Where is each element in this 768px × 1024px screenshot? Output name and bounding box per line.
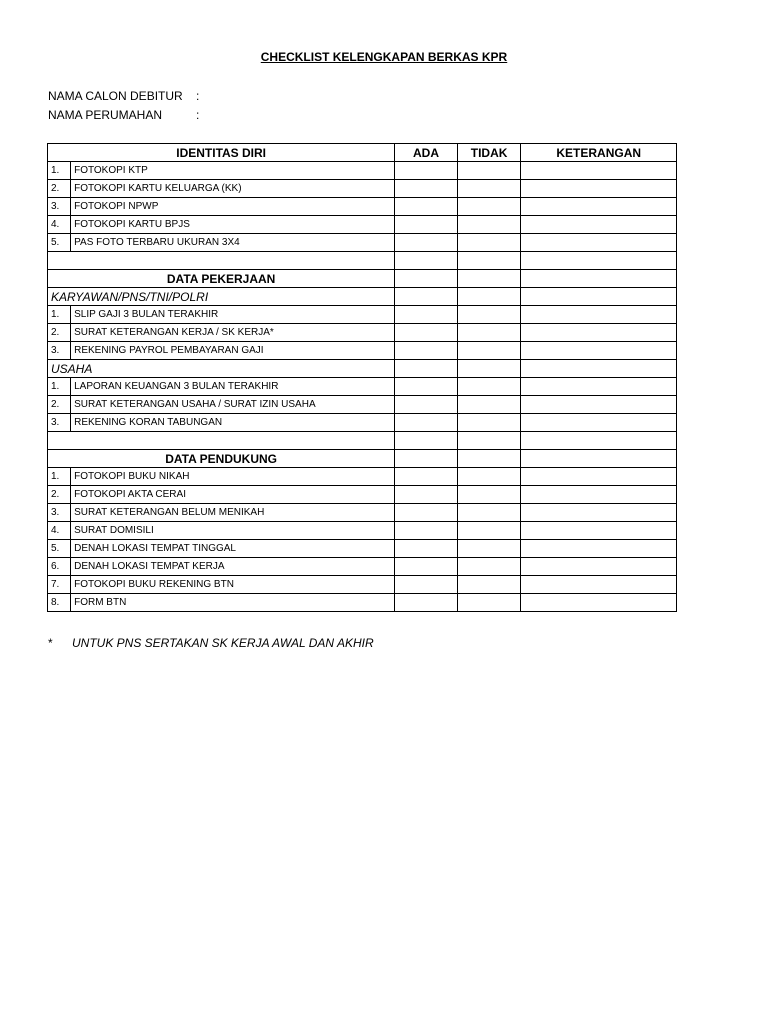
item-number: 3. xyxy=(48,414,71,432)
section-data-pekerjaan-row xyxy=(48,270,677,288)
table-row xyxy=(48,180,677,198)
tidak-cell[interactable] xyxy=(457,576,521,594)
item-label: SURAT KETERANGAN USAHA / SURAT IZIN USAHA xyxy=(71,396,395,414)
subsection-usaha-row xyxy=(48,360,677,378)
tidak-cell[interactable] xyxy=(457,522,521,540)
tidak-cell[interactable] xyxy=(457,486,521,504)
item-label: DENAH LOKASI TEMPAT KERJA xyxy=(71,558,395,576)
item-number: 5. xyxy=(48,234,71,252)
ada-cell[interactable] xyxy=(395,198,458,216)
ada-cell[interactable] xyxy=(395,504,458,522)
item-number: 1. xyxy=(48,378,71,396)
subsection-karyawan-row xyxy=(48,288,677,306)
ada-cell[interactable] xyxy=(395,288,458,306)
ada-cell[interactable] xyxy=(395,522,458,540)
item-number: 2. xyxy=(48,486,71,504)
subsection-usaha: USAHA xyxy=(48,360,395,378)
item-number: 1. xyxy=(48,468,71,486)
tidak-cell[interactable] xyxy=(457,234,521,252)
table-row xyxy=(48,504,677,522)
keterangan-cell[interactable] xyxy=(521,576,677,594)
ada-cell[interactable] xyxy=(395,594,458,612)
keterangan-cell[interactable] xyxy=(521,342,677,360)
keterangan-cell[interactable] xyxy=(521,396,677,414)
tidak-cell[interactable] xyxy=(457,396,521,414)
tidak-cell[interactable] xyxy=(457,198,521,216)
table-row xyxy=(48,468,677,486)
keterangan-cell[interactable] xyxy=(521,414,677,432)
keterangan-cell[interactable] xyxy=(521,288,677,306)
keterangan-cell[interactable] xyxy=(521,198,677,216)
table-row xyxy=(48,216,677,234)
tidak-cell[interactable] xyxy=(457,162,521,180)
blank-row xyxy=(48,252,677,270)
table-row xyxy=(48,594,677,612)
keterangan-cell[interactable] xyxy=(521,558,677,576)
ada-cell[interactable] xyxy=(395,270,458,288)
keterangan-cell[interactable] xyxy=(521,450,677,468)
item-label: REKENING KORAN TABUNGAN xyxy=(71,414,395,432)
ada-cell[interactable] xyxy=(395,252,458,270)
tidak-cell[interactable] xyxy=(457,594,521,612)
ada-cell[interactable] xyxy=(395,468,458,486)
ada-cell[interactable] xyxy=(395,234,458,252)
item-number: 2. xyxy=(48,324,71,342)
table-row xyxy=(48,540,677,558)
header-ada: ADA xyxy=(395,144,458,162)
section-data-pendukung: DATA PENDUKUNG xyxy=(48,450,395,468)
table-row xyxy=(48,522,677,540)
table-row xyxy=(48,162,677,180)
tidak-cell[interactable] xyxy=(457,450,521,468)
tidak-cell[interactable] xyxy=(457,360,521,378)
ada-cell[interactable] xyxy=(395,162,458,180)
keterangan-cell[interactable] xyxy=(521,594,677,612)
item-label: LAPORAN KEUANGAN 3 BULAN TERAKHIR xyxy=(71,378,395,396)
tidak-cell[interactable] xyxy=(457,324,521,342)
field-colon: : xyxy=(196,89,200,103)
tidak-cell[interactable] xyxy=(457,468,521,486)
keterangan-cell[interactable] xyxy=(521,540,677,558)
blank-cell xyxy=(48,252,395,270)
table-row xyxy=(48,306,677,324)
keterangan-cell[interactable] xyxy=(521,252,677,270)
keterangan-cell[interactable] xyxy=(521,234,677,252)
item-label: FOTOKOPI KARTU BPJS xyxy=(71,216,395,234)
item-label: FOTOKOPI BUKU REKENING BTN xyxy=(71,576,395,594)
item-label: DENAH LOKASI TEMPAT TINGGAL xyxy=(71,540,395,558)
item-number: 4. xyxy=(48,216,71,234)
item-number: 4. xyxy=(48,522,71,540)
field-label: NAMA PERUMAHAN xyxy=(48,108,163,122)
table-row xyxy=(48,414,677,432)
keterangan-cell[interactable] xyxy=(521,432,677,450)
subsection-karyawan: KARYAWAN/PNS/TNI/POLRI xyxy=(48,288,395,306)
ada-cell[interactable] xyxy=(395,486,458,504)
ada-cell[interactable] xyxy=(395,396,458,414)
tidak-cell[interactable] xyxy=(457,558,521,576)
field-label: NAMA CALON DEBITUR xyxy=(48,89,183,103)
footnote-text: UNTUK PNS SERTAKAN SK KERJA AWAL DAN AKHIR xyxy=(72,636,374,650)
item-label: FOTOKOPI BUKU NIKAH xyxy=(71,468,395,486)
tidak-cell[interactable] xyxy=(457,270,521,288)
tidak-cell[interactable] xyxy=(457,432,521,450)
field-nama-calon-debitur xyxy=(48,89,199,103)
ada-cell[interactable] xyxy=(395,324,458,342)
table-header-row xyxy=(48,144,677,162)
item-number: 3. xyxy=(48,342,71,360)
ada-cell[interactable] xyxy=(395,558,458,576)
blank-row xyxy=(48,432,677,450)
keterangan-cell[interactable] xyxy=(521,360,677,378)
tidak-cell[interactable] xyxy=(457,414,521,432)
footnote xyxy=(48,636,374,650)
keterangan-cell[interactable] xyxy=(521,504,677,522)
item-number: 3. xyxy=(48,198,71,216)
tidak-cell[interactable] xyxy=(457,504,521,522)
header-keterangan: KETERANGAN xyxy=(521,144,677,162)
item-number: 8. xyxy=(48,594,71,612)
item-label: FOTOKOPI KARTU KELUARGA (KK) xyxy=(71,180,395,198)
keterangan-cell[interactable] xyxy=(521,522,677,540)
table-row xyxy=(48,558,677,576)
item-label: SURAT KETERANGAN KERJA / SK KERJA* xyxy=(71,324,395,342)
item-number: 1. xyxy=(48,162,71,180)
item-label: FOTOKOPI NPWP xyxy=(71,198,395,216)
item-label: SLIP GAJI 3 BULAN TERAKHIR xyxy=(71,306,395,324)
section-data-pekerjaan: DATA PEKERJAAN xyxy=(48,270,395,288)
item-label: PAS FOTO TERBARU UKURAN 3X4 xyxy=(71,234,395,252)
ada-cell[interactable] xyxy=(395,180,458,198)
item-number: 6. xyxy=(48,558,71,576)
ada-cell[interactable] xyxy=(395,414,458,432)
item-number: 1. xyxy=(48,306,71,324)
tidak-cell[interactable] xyxy=(457,540,521,558)
keterangan-cell[interactable] xyxy=(521,324,677,342)
table-row xyxy=(48,324,677,342)
keterangan-cell[interactable] xyxy=(521,468,677,486)
keterangan-cell[interactable] xyxy=(521,306,677,324)
item-label: REKENING PAYROL PEMBAYARAN GAJI xyxy=(71,342,395,360)
tidak-cell[interactable] xyxy=(457,342,521,360)
ada-cell[interactable] xyxy=(395,360,458,378)
blank-cell xyxy=(48,432,395,450)
item-number: 5. xyxy=(48,540,71,558)
ada-cell[interactable] xyxy=(395,576,458,594)
tidak-cell[interactable] xyxy=(457,216,521,234)
header-tidak: TIDAK xyxy=(457,144,521,162)
tidak-cell[interactable] xyxy=(457,288,521,306)
ada-cell[interactable] xyxy=(395,378,458,396)
item-number: 2. xyxy=(48,396,71,414)
keterangan-cell[interactable] xyxy=(521,270,677,288)
item-number: 3. xyxy=(48,504,71,522)
item-label: FOTOKOPI KTP xyxy=(71,162,395,180)
item-number: 2. xyxy=(48,180,71,198)
table-row xyxy=(48,342,677,360)
header-identitas-diri: IDENTITAS DIRI xyxy=(48,144,395,162)
item-number: 7. xyxy=(48,576,71,594)
item-label: FOTOKOPI AKTA CERAI xyxy=(71,486,395,504)
tidak-cell[interactable] xyxy=(457,252,521,270)
tidak-cell[interactable] xyxy=(457,378,521,396)
table-row xyxy=(48,378,677,396)
item-label: SURAT KETERANGAN BELUM MENIKAH xyxy=(71,504,395,522)
field-colon: : xyxy=(196,108,200,122)
checklist-table xyxy=(47,143,677,612)
table-row xyxy=(48,576,677,594)
item-label: SURAT DOMISILI xyxy=(71,522,395,540)
keterangan-cell[interactable] xyxy=(521,162,677,180)
table-row xyxy=(48,234,677,252)
footnote-marker: * xyxy=(48,636,53,650)
document-title: CHECKLIST KELENGKAPAN BERKAS KPR xyxy=(260,50,508,64)
section-data-pendukung-row xyxy=(48,450,677,468)
tidak-cell[interactable] xyxy=(457,306,521,324)
field-nama-perumahan xyxy=(48,108,199,122)
ada-cell[interactable] xyxy=(395,432,458,450)
item-label: FORM BTN xyxy=(71,594,395,612)
ada-cell[interactable] xyxy=(395,306,458,324)
ada-cell[interactable] xyxy=(395,540,458,558)
tidak-cell[interactable] xyxy=(457,180,521,198)
keterangan-cell[interactable] xyxy=(521,486,677,504)
keterangan-cell[interactable] xyxy=(521,378,677,396)
table-row xyxy=(48,198,677,216)
ada-cell[interactable] xyxy=(395,342,458,360)
table-row xyxy=(48,396,677,414)
keterangan-cell[interactable] xyxy=(521,180,677,198)
table-row xyxy=(48,486,677,504)
ada-cell[interactable] xyxy=(395,450,458,468)
ada-cell[interactable] xyxy=(395,216,458,234)
keterangan-cell[interactable] xyxy=(521,216,677,234)
